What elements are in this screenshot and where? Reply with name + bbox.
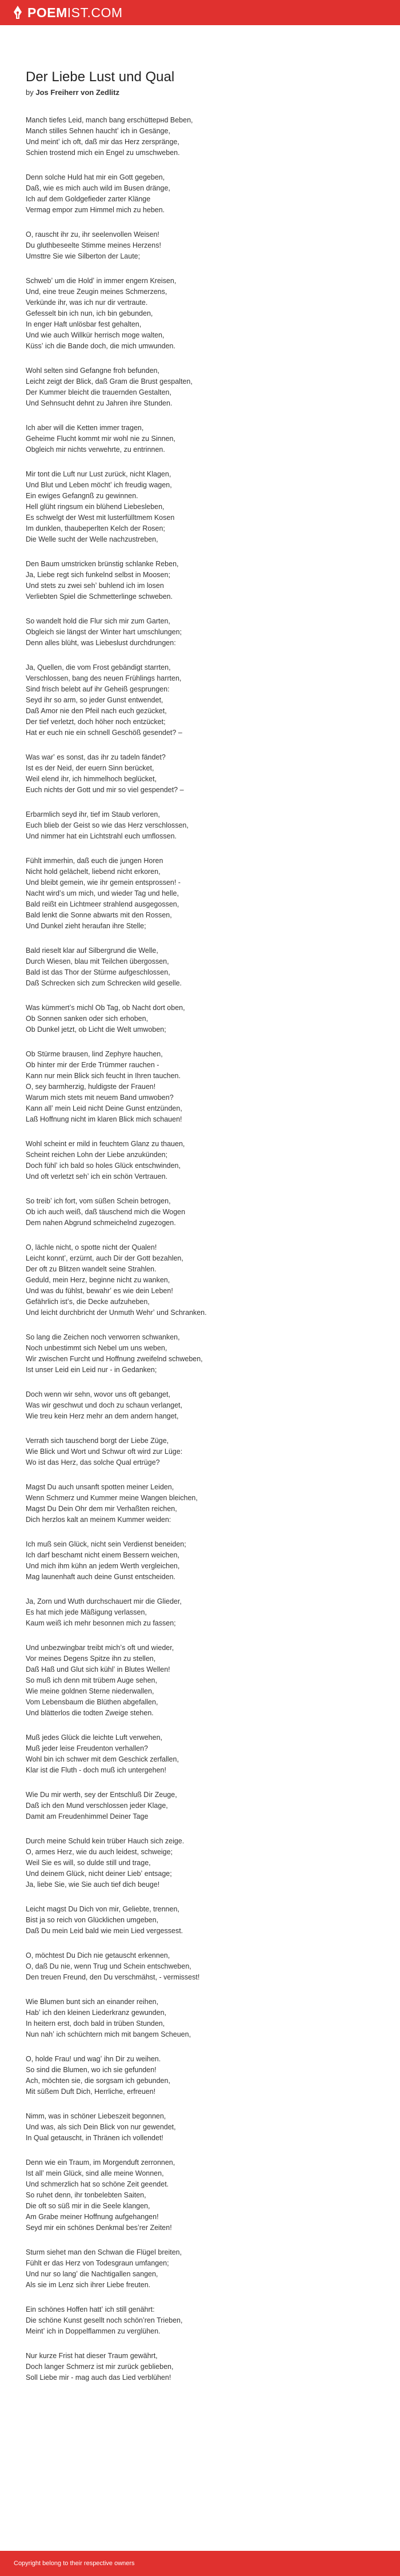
stanza — [26, 2351, 387, 2383]
poem-line: Schien trostend mich ein Engel zu umschweben. — [26, 149, 180, 157]
poem-line: Doch wenn wir sehn, wovor uns oft gebanget, — [26, 1390, 170, 1398]
poem-line: Umsttre Sie wie Silberton der Laute; — [26, 252, 141, 260]
poem-line: Ich muß sein Glück, nicht sein Verdienst beneiden; — [26, 1540, 186, 1548]
poem-line: Denn solche Huld hat mir ein Gott gegeben, — [26, 173, 165, 181]
poem-line: Und oft verletzt sehʼ ich ein schön Vertrauen. — [26, 1172, 168, 1180]
poem-line: Wie Du mir werth, sey der Entschluß Dir Zeuge, — [26, 1791, 177, 1799]
author-link[interactable]: Jos Freiherr von Zedlitz — [35, 88, 120, 97]
poem-line: Laß Hoffnung nicht im klaren Blick mich schauen! — [26, 1115, 182, 1123]
poem-line: Was warʼ es sonst, das ihr zu tadeln fändet? — [26, 753, 166, 761]
stanza — [26, 229, 387, 262]
stanza — [26, 1836, 387, 1890]
poem-line: Verliebten Spiel die Schmetterlinge schweben. — [26, 593, 173, 601]
poem-line: Weil Sie es will, so dulde still und trage, — [26, 1859, 151, 1867]
poem-line: Vor meines Degens Spitze ihn zu stellen, — [26, 1655, 156, 1663]
poem-line: Manch tiefes Leid, manch bang erschüttернd Beben, — [26, 116, 193, 124]
poem-line: Daß ich den Mund verschlossen jeder Klage, — [26, 1802, 168, 1810]
stanza — [26, 1950, 387, 1983]
stanza — [26, 1732, 387, 1776]
poem-line: Doch langer Schmerz ist mir zurück geblieben, — [26, 2363, 174, 2371]
stanza — [26, 616, 387, 649]
poem-line: Fühlt immerhin, daß euch die jungen Horen — [26, 857, 163, 865]
poem-line: Dich herzlos kalt an meinem Kummer weiden: — [26, 1516, 171, 1524]
poem-line: Daß, wie es mich auch wild im Busen dränge, — [26, 184, 170, 192]
poem-line: O, holde Frau! und wagʼ ihn Dir zu weihen. — [26, 2055, 161, 2063]
poem-line: Ja, Zorn und Wuth durchschauert mir die Glieder, — [26, 1597, 182, 1605]
poem-line: Ein schönes Hoffen hattʼ ich still genährt: — [26, 2305, 155, 2313]
poem-line: Wohl bin ich schwer mit dem Geschick zerfallen, — [26, 1755, 179, 1763]
stanza — [26, 856, 387, 932]
poem-line: Wo ist das Herz, das solche Qual ertrüge? — [26, 1458, 160, 1466]
poem-line: Bald rieselt klar auf Silbergrund die Welle, — [26, 947, 158, 955]
poem-line: Vermag empor zum Himmel mich zu heben. — [26, 206, 165, 214]
poem-line: Sturm siehet man den Schwan die Flügel breiten, — [26, 2248, 182, 2256]
poem-line: Den treuen Freund, den Du verschmähst, - vermissest! — [26, 1973, 200, 1981]
poem-line: Im dunklen, thaubeperlten Kelch der Rosen; — [26, 524, 165, 532]
poem-line: O, lächle nicht, o spotte nicht der Qualen! — [26, 1243, 157, 1251]
poem-line: Ob hinter mir der Erde Trümmer rauchen - — [26, 1061, 159, 1069]
poem-line: Hat er euch nie ein schnell Geschöß gesendet? – — [26, 729, 182, 737]
poem-line: Nur kurze Frist hat dieser Traum gewährt, — [26, 2352, 158, 2360]
poem-line: Die schöne Kunst gesellt noch schönʼren Trieben, — [26, 2316, 183, 2324]
byline-prefix: by — [26, 88, 34, 97]
poem-line: O, rauscht ihr zu, ihr seelenvollen Weisen! — [26, 230, 159, 238]
poem-line: Durch meine Schuld kein trüber Hauch sich zeige. — [26, 1837, 185, 1845]
poem-line: Die Welle sucht der Welle nachzustreben, — [26, 535, 158, 543]
poem-line: Schwebʼ um die Holdʼ in immer engern Kreisen, — [26, 277, 177, 285]
poem-line: Magst Du Dein Ohr dem mir Verhaßten reichen, — [26, 1505, 177, 1513]
top-bar — [0, 0, 400, 25]
poem-line: Weil elend ihr, ich himmelhoch beglücket, — [26, 775, 157, 783]
poem-line: Und deinem Glück, nicht deiner Liebʼ entsage; — [26, 1870, 172, 1878]
poem-line: Nacht wirdʼs um mich, und wieder Tag und helle, — [26, 889, 179, 897]
poem-body — [26, 115, 387, 2383]
stanza — [26, 1596, 387, 1629]
stanza — [26, 662, 387, 738]
poem-line: Seyd mir ein schönes Denkmal besʼrer Zeiten! — [26, 2224, 172, 2232]
stanza — [26, 1049, 387, 1125]
poem-line: Leicht magst Du Dich von mir, Geliebte, trennen, — [26, 1905, 179, 1913]
poem-line: Manch stilles Sehnen hauchtʼ ich in Gesänge, — [26, 127, 170, 135]
poem-line: Und was du fühlst, bewahrʼ es wie dein Leben! — [26, 1287, 173, 1295]
poem-line: Muß jeder leise Freudenton verhallen? — [26, 1744, 149, 1752]
poem-line: Klar ist die Fluth - doch muß ich untergehen! — [26, 1766, 166, 1774]
poem-line: Es hat mich jede Mäßigung verlassen, — [26, 1608, 147, 1616]
poem-line: Sind frisch belebt auf ihr Geheiß gesprungen: — [26, 685, 170, 693]
poem-line: So sind die Blumen, wo ich sie gefunden! — [26, 2066, 157, 2074]
poem-line: Wie meine goldnen Sterne niederwallen, — [26, 1687, 154, 1695]
poem-line: Habʼ ich den kleinen Liederkranz gewunden, — [26, 2009, 166, 2017]
stanza — [26, 2247, 387, 2291]
poem-line: Ob Stürme brausen, lind Zephyre hauchen, — [26, 1050, 163, 1058]
poem-line: Bist ja so reich von Glücklichen umgeben, — [26, 1916, 159, 1924]
poem-line: Verschlossen, bang des neuen Frühlings harrten, — [26, 674, 182, 682]
poem-line: Damit am Freudenhimmel Deiner Tage — [26, 1812, 149, 1820]
poem-line: Nun nahʼ ich schüchtern mich mit bangem Scheuen, — [26, 2030, 191, 2038]
quill-nib-icon — [13, 5, 23, 20]
poem-line: Euch nichts der Gott und mir so viel gespendet? – — [26, 786, 184, 794]
poem-line: Was kümmertʼs michl Ob Tag, ob Nacht dort oben, — [26, 1004, 185, 1012]
stanza — [26, 423, 387, 455]
stanza — [26, 559, 387, 602]
poem-content — [0, 25, 400, 2542]
poem-line: Doch fühlʼ ich bald so holes Glück entschwinden, — [26, 1162, 181, 1170]
poem-line: Bald lenkt die Sonne abwarts mit den Rossen, — [26, 911, 172, 919]
poem-line: Es schwelgt der West mit lusterfülltmem Kosen — [26, 514, 175, 522]
poem-line: Ist es der Neid, der euern Sinn berücket, — [26, 764, 154, 772]
poem-line: Was wir geschwut und doch zu schaun verlanget, — [26, 1401, 182, 1409]
poem-title: Der Liebe Lust und Qual — [26, 69, 175, 85]
poem-line: Am Grabe meiner Hoffnung aufgehangen! — [26, 2213, 159, 2221]
poem-line: Ich darf beschamt nicht einem Bessern weichen, — [26, 1551, 179, 1559]
poem-line: Gefesselt bin ich nun, ich bin gebunden, — [26, 309, 153, 317]
poem-line: Du gluthbeseelte Stimme meines Herzens! — [26, 241, 161, 249]
poem-line: Mag launenhaft auch deine Gunst entscheiden. — [26, 1573, 175, 1581]
poem-line: Wie Blumen bunt sich an einander reihen, — [26, 1998, 159, 2006]
poem-line: Den Baum umstricken brünstig schlanke Reben, — [26, 560, 179, 568]
poem-line: Meintʼ ich in Doppelflammen zu verglühen. — [26, 2327, 161, 2335]
footer-bar — [0, 2551, 400, 2576]
poem-line: Bald ist das Thor der Stürme aufgeschlossen, — [26, 968, 170, 976]
poem-line: Ich auf dem Goldgefieder zarter Klänge — [26, 195, 151, 203]
poem-line: Und nimmer hat ein Lichtstrahl euch umflossen. — [26, 832, 177, 840]
stanza — [26, 752, 387, 796]
poem-line: Der oft zu Blitzen wandelt seine Strahlen. — [26, 1265, 157, 1273]
poem-line: Wie treu kein Herz mehr an dem andern hanget, — [26, 1412, 179, 1420]
stanza — [26, 469, 387, 545]
poem-line: In enger Haft unlösbar fest gehalten, — [26, 320, 142, 328]
poem-line: Nimm, was in schöner Liebeszeit begonnen, — [26, 2112, 166, 2120]
poem-line: Obgleich sie längst der Winter hart umschlungen; — [26, 628, 182, 636]
site-name-rest: IST.COM — [67, 5, 123, 20]
poem-line: Bald reißt ein Lichtmeer strahlend ausgegossen, — [26, 900, 179, 908]
poem-line: Wie Blick und Wort und Schwur oft wird zur Lüge: — [26, 1448, 183, 1456]
stanza — [26, 1539, 387, 1583]
poem-line: Muß jedes Glück die leichte Luft verwehen, — [26, 1734, 163, 1742]
stanza — [26, 172, 387, 216]
poem-line: Die oft so süß mir in die Seele klangen, — [26, 2202, 150, 2210]
stanza — [26, 2111, 387, 2144]
poem-line: So muß ich denn mit trübem Auge sehen, — [26, 1676, 157, 1684]
poem-line: In heitern erst, doch bald in trüben Stunden, — [26, 2020, 165, 2028]
poem-line: Und unbezwingbar treibt michʼs oft und wieder, — [26, 1644, 174, 1652]
poem-line: Ja, liebe Sie, wie Sie auch tief dich beuge! — [26, 1881, 160, 1889]
stanza — [26, 1242, 387, 1318]
poem-line: Und leicht durchbricht der Unmuth Wehrʼ und Schranken. — [26, 1309, 207, 1317]
stanza — [26, 276, 387, 352]
poem-line: Daß Schrecken sich zum Schrecken wild geselle. — [26, 979, 182, 987]
poem-line: In Qual getauscht, in Thränen ich vollendet! — [26, 2134, 163, 2142]
stanza — [26, 115, 387, 158]
site-name — [27, 5, 123, 21]
poem-line: So lang die Zeichen noch verworren schwanken, — [26, 1333, 180, 1341]
stanza — [26, 2054, 387, 2097]
poem-line: Und, eine treue Zeugin meines Schmerzens, — [26, 288, 167, 296]
poem-line: Noch unbestimmt sich Nebel um uns weben, — [26, 1344, 167, 1352]
stanza — [26, 1139, 387, 1182]
poem-line: Erbarmlich seyd ihr, tief im Staub verloren, — [26, 810, 160, 818]
poem-line: Und was, als sich Dein Blick von nur gewendet, — [26, 2123, 176, 2131]
poem-line: Und schmerzlich hat so schöne Zeit geendet. — [26, 2180, 169, 2188]
stanza — [26, 1790, 387, 1822]
poem-line: Geheime Flucht kommt mir wohl nie zu Sinnen, — [26, 435, 175, 443]
poem-line: Und Sehnsucht dehnt zu Jahren ihre Stunden. — [26, 399, 173, 407]
stanza — [26, 1436, 387, 1468]
poem-line: Der Kummer bleicht die trauernden Gestalten, — [26, 388, 171, 396]
stanza — [26, 365, 387, 409]
poem-line: Ich aber will die Ketten immer tragen, — [26, 424, 144, 432]
poem-line: Ob ich auch weiß, daß täuschend mich die Wogen — [26, 1208, 186, 1216]
poem-line: Wohl scheint er mild in feuchtem Glanz zu thauen, — [26, 1140, 185, 1148]
poem-line: Und blätterlos die todten Zweige stehen. — [26, 1709, 154, 1717]
stanza — [26, 1904, 387, 1937]
poem-line: Soll Liebe mir - mag auch das Lied verblühen! — [26, 2374, 171, 2382]
poem-line: Ist allʼ mein Glück, sind alle meine Wonnen, — [26, 2169, 164, 2177]
stanza — [26, 1196, 387, 1229]
stanza — [26, 2157, 387, 2233]
poem-line: Verrath sich tauschend borgt der Liebe Züge, — [26, 1437, 169, 1445]
stanza — [26, 809, 387, 842]
stanza — [26, 945, 387, 989]
poem-line: Seyd ihr so arm, so jeder Gunst entwendet, — [26, 696, 163, 704]
poem-line: Magst Du auch unsanft spotten meiner Leiden, — [26, 1483, 174, 1491]
poem-line: Denn wie ein Traum, im Morgenduft zerronnen, — [26, 2158, 175, 2166]
poem-line: Daß Amor nie den Pfeil nach euch gezücket, — [26, 707, 167, 715]
poem-line: Obgleich mir nichts verwehrte, zu entrinnen. — [26, 446, 165, 454]
stanza — [26, 1997, 387, 2040]
poem-line: Hell glüht ringsum ein blühend Liebesleben, — [26, 503, 165, 511]
poem-byline — [26, 88, 387, 97]
poem-line: Mir tont die Luft nur Lust zurück, nicht Klagen, — [26, 470, 171, 478]
poem-line: Und wie auch Willkür herrisch moge walten, — [26, 331, 165, 339]
poem-line: Ach, möchten sie, die sorgsam ich gebunden, — [26, 2077, 170, 2085]
site-name-bold: POEM — [27, 5, 67, 20]
poem-line: Wir zwischen Furcht und Hoffnung zweifelnd schweben, — [26, 1355, 203, 1363]
poem-line: Und mich ihm kühn an jedem Werth vergleichen, — [26, 1562, 180, 1570]
poem-line: Nicht hold gelächelt, liebend nicht erkoren, — [26, 868, 161, 876]
poem-line: Ob Dunkel jetzt, ob Licht die Welt umwoben; — [26, 1025, 166, 1033]
poem-line: Und bleibt gemein, wie ihr gemein entsprossen! - — [26, 878, 181, 887]
stanza — [26, 1482, 387, 1525]
poem-line: Dem nahen Abgrund schmeichelnd zugezogen. — [26, 1219, 176, 1227]
poem-line: So treibʼ ich fort, vom süßen Schein betrogen, — [26, 1197, 171, 1205]
stanza — [26, 2304, 387, 2337]
stanza — [26, 1389, 387, 1422]
poem-line: O, armes Herz, wie du auch leidest, schweige; — [26, 1848, 173, 1856]
stanza — [26, 1003, 387, 1035]
poem-line: Mit süßem Duft Dich, Herrliche, erfreuen! — [26, 2088, 156, 2096]
poem-line: Küssʼ ich die Bande doch, die mich umwunden. — [26, 342, 175, 350]
poem-line: Euch blieb der Geist so wie das Herz verschlossen, — [26, 821, 189, 829]
poem-line: O, sey barmherzig, huldigste der Frauen! — [26, 1083, 156, 1091]
poem-line: Ein ewiges Gefangnß zu gewinnen. — [26, 492, 138, 500]
poem-line: So ruhet denn, ihr tonbelebten Saiten, — [26, 2191, 146, 2199]
poem-line: Geduld, mein Herz, beginne nicht zu wanken, — [26, 1276, 170, 1284]
poem-line: O, daß Du nie, wenn Trug und Schein entschweben, — [26, 1962, 191, 1970]
poem-line: O, möchtest Du Dich nie getauscht erkennen, — [26, 1951, 170, 1959]
poem-line: Verkünde ihr, was ich nur dir vertraute. — [26, 299, 148, 307]
poem-line: Und meintʼ ich oft, daß mir das Herz zerspränge, — [26, 138, 179, 146]
poem-line: Warum mich stets mit neuem Band umwoben? — [26, 1094, 174, 1102]
poem-line: Wohl selten sind Gefangne froh befunden, — [26, 367, 159, 375]
poem-line: Durch Wiesen, blau mit Teilchen übergossen, — [26, 957, 169, 965]
poem-line: Ob Sonnen sanken oder sich erhoben, — [26, 1015, 149, 1023]
poem-line: Fühlt er das Herz von Todesgraun umfangen; — [26, 2259, 169, 2267]
poem-line: Und stets zu zwei sehʼ buhlend ich im losen — [26, 582, 164, 590]
poem-line: Kann nur mein Blick sich feucht in Ihren tauchen. — [26, 1072, 181, 1080]
poem-line: Ja, Liebe regt sich funkelnd selbst in Moosen; — [26, 571, 170, 579]
poem-line: Daß Haß und Glut sich kühlʼ in Blutes Wellen! — [26, 1665, 170, 1673]
poem-line: Leicht konntʼ, erzürnt, auch Dir der Gott bezahlen, — [26, 1254, 183, 1262]
poem-line: Kaum weiß ich mehr besonnen mich zu fassen; — [26, 1619, 176, 1627]
poem-line: Gefährlich istʼs, die Decke aufzuheben, — [26, 1298, 150, 1306]
poem-line: Daß Du mein Leid bald wie mein Lied vergessest. — [26, 1927, 183, 1935]
copyright-notice: Copyright belong to their respective owners — [14, 2560, 135, 2567]
poem-line: Kann allʼ mein Leid nicht Deine Gunst entzünden, — [26, 1104, 182, 1112]
stanza — [26, 1643, 387, 1719]
poem-line: Scheint reichen Lohn der Liebe anzukünden; — [26, 1151, 168, 1159]
poem-line: Und Blut und Leben möchtʼ ich freudig wagen, — [26, 481, 172, 489]
poem-line: Wenn Schmerz und Kummer meine Wangen bleichen, — [26, 1494, 198, 1502]
poem-line: So wandelt hold die Flur sich mir zum Garten, — [26, 617, 170, 625]
poem-line: Leicht zeigt der Blick, daß Gram die Brust gespalten, — [26, 377, 193, 385]
poem-line: Ist unser Leid ein Leid nur - in Gedanken; — [26, 1366, 157, 1374]
poem-line: Als sie im Lenz sich ihrer Liebe freuten. — [26, 2281, 151, 2289]
poem-line: Und Dunkel zieht heraufan ihre Stelle; — [26, 922, 146, 930]
site-logo-link[interactable] — [13, 5, 123, 21]
poem-line: Der tief verletzt, doch höher noch entzücket; — [26, 718, 166, 726]
poem-line: Denn alles blüht, was Liebeslust durchdrungen: — [26, 639, 176, 647]
poem-line: Ja, Quellen, die vom Frost gebändigt starrten, — [26, 663, 171, 671]
stanza — [26, 1332, 387, 1376]
poem-line: Und nur so langʼ die Nachtigallen sangen, — [26, 2270, 158, 2278]
poem-line: Vom Lebensbaum die Blüthen abgefallen, — [26, 1698, 158, 1706]
